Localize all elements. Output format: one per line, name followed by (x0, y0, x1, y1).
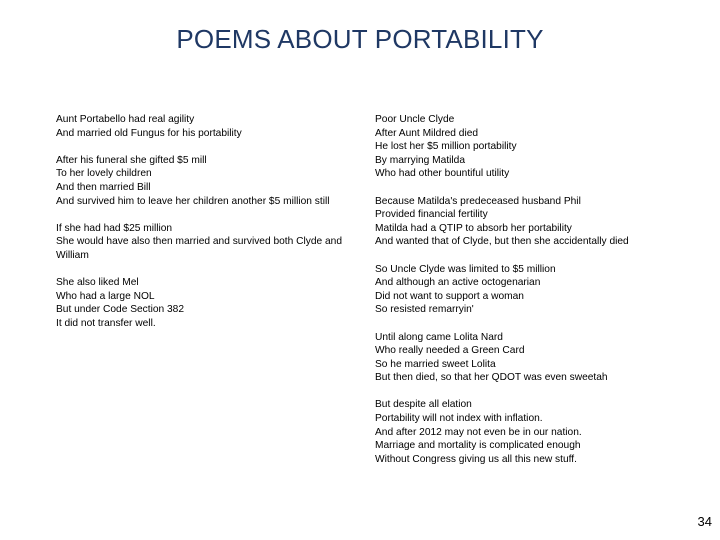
page-title: POEMS ABOUT PORTABILITY (176, 24, 544, 54)
poem-line: But under Code Section 382 (56, 304, 185, 316)
poem-line: Did not want to support a woman (375, 290, 524, 302)
poem-line: And survived him to leave her children another $5 million still (56, 195, 330, 207)
stanza (375, 331, 705, 385)
page-number: 34 (697, 514, 712, 529)
poem-line: Marriage and mortality is complicated enough (375, 440, 581, 452)
stanza (56, 113, 366, 140)
poem-line: It did not transfer well. (56, 317, 156, 329)
stanza (375, 113, 705, 181)
right-poem (375, 113, 705, 480)
poem-line: So he married sweet Lolita (375, 358, 496, 370)
poem-line: Because Matilda's predeceased husband Phil (375, 195, 581, 207)
poem-line: Who had other bountiful utility (375, 168, 510, 180)
left-poem (56, 113, 366, 344)
poem-line: By marrying Matilda (375, 154, 466, 166)
stanza (56, 276, 366, 330)
stanza (56, 222, 366, 263)
stanza (375, 263, 705, 317)
poem-line: And married old Fungus for his portability (56, 127, 242, 139)
stanza (56, 154, 366, 208)
poem-line: After Aunt Mildred died (375, 127, 479, 139)
poem-line: And after 2012 may not even be in our nation. (375, 426, 582, 438)
poem-line: And then married Bill (56, 181, 151, 193)
poem-line: And although an active octogenarian (375, 277, 541, 289)
poem-line: But despite all elation (375, 399, 472, 411)
poem-line: Aunt Portabello had real agility (56, 114, 195, 125)
poem-line: Poor Uncle Clyde (375, 114, 455, 125)
poem-line: Portability will not index with inflation. (375, 413, 543, 425)
poem-line: And wanted that of Clyde, but then she accidentally died (375, 236, 629, 248)
poem-line: She also liked Mel (56, 277, 139, 289)
poem-line: Matilda had a QTIP to absorb her portability (375, 222, 572, 234)
poem-line: She would have also then married and survived both Clyde and William (56, 236, 345, 261)
stanza (375, 195, 705, 249)
poem-line: Until along came Lolita Nard (375, 331, 503, 343)
poem-line: If she had had $25 million (56, 222, 173, 234)
poem-line: To her lovely children (56, 168, 152, 180)
poem-line: Who had a large NOL (56, 290, 155, 302)
poem-line: He lost her $5 million portability (375, 141, 517, 153)
poem-line: So resisted remarryin' (375, 304, 474, 316)
stanza (375, 398, 705, 466)
poem-line: But then died, so that her QDOT was even sweetah (375, 372, 608, 384)
poem-line: Provided financial fertility (375, 209, 488, 221)
poem-line: After his funeral she gifted $5 mill (56, 154, 207, 166)
poem-line: Without Congress giving us all this new stuff. (375, 453, 577, 465)
poem-line: So Uncle Clyde was limited to $5 million (375, 263, 556, 275)
poem-line: Who really needed a Green Card (375, 345, 525, 357)
